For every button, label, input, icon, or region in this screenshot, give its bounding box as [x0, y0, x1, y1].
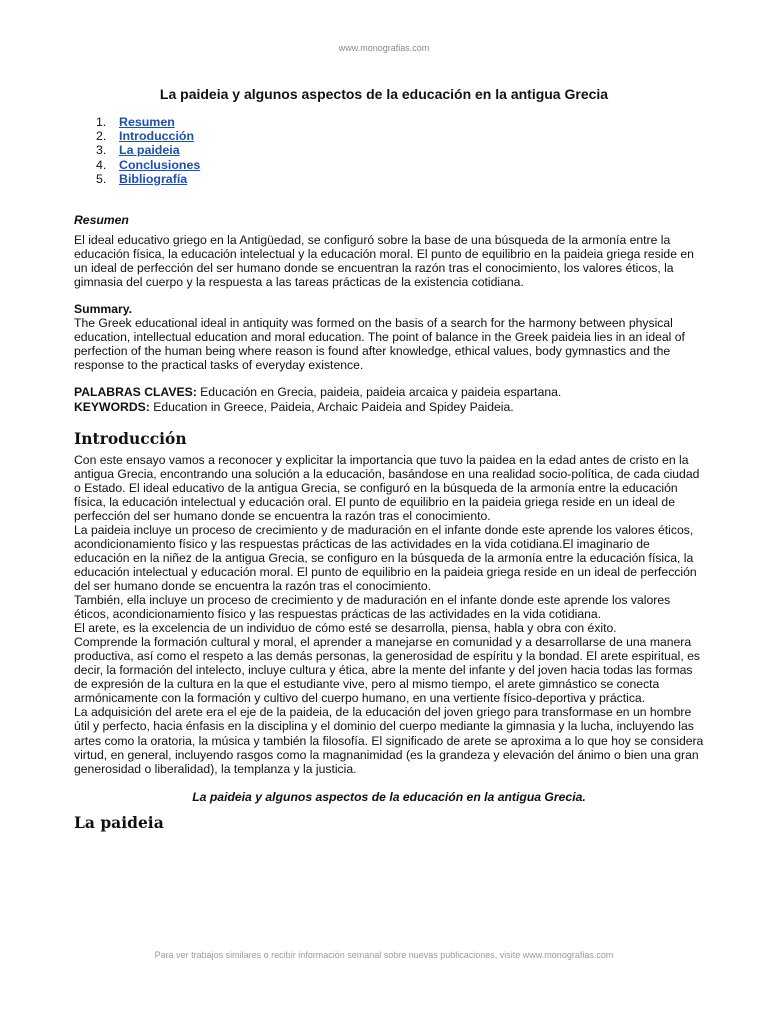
- toc-number: 3.: [96, 143, 107, 158]
- intro-paragraph: También, ella incluye un proceso de crecimiento y de maduración en el infante donde este aprende los valores éticos, acondicionamiento físico y las respuestas prácticas de las actividades en la vida cotidiana.: [74, 593, 671, 622]
- intro-paragraph: La adquisición del arete era el eje de la paideia, de la educación del joven griego para transformase en un hombre útil y perfecto, hacia énfasis en la disciplina y el dominio del cuerpo mediante la gimnasia y la lucha, incluyendo las artes como la oratoria, la música y también la filosofía. El significado de arete se aproxima a lo que hoy se considera virtud, en general, incluyendo rasgos como la magnanimidad (es la grandeza y elevación del ánimo o bien una gran generosidad o liberalidad), la templanza y la justicia.: [74, 705, 704, 776]
- toc-link-introduccion[interactable]: Introducción: [119, 129, 195, 144]
- toc-link-la-paideia[interactable]: La paideia: [119, 143, 180, 158]
- table-of-contents: [96, 115, 200, 186]
- introduccion-heading: Introducción: [74, 428, 187, 448]
- intro-paragraph: Comprende la formación cultural y moral, el aprender a manejarse en comunidad y a desarrollarse de una manera productiva, así como el respeto a las demás personas, la generosidad de espíritu y la bondad. El arete espiritual, es decir, la formación del intelecto, incluye cultura y ética, abre la mente del infante y del joven hacia todas las formas de expresión de la cultura en la que el estudiante vive, pero al mismo tiempo, el arete gimnástico se conecta armónicamente con la formación y cultivo del cuerpo humano, en una vertiente físico-deportiva y práctica.: [74, 635, 700, 706]
- toc-link-bibliografia[interactable]: Bibliografía: [119, 171, 188, 186]
- toc-item: [96, 115, 200, 129]
- summary-heading: Summary.: [74, 302, 133, 317]
- keywords-en-text: Education in Greece, Paideia, Archaic Paideia and Spidey Paideia.: [149, 399, 514, 414]
- keywords-es-label: PALABRAS CLAVES:: [74, 385, 197, 400]
- keywords-es-text: Educación en Grecia, paideia, paideia arcaica y paideia espartana.: [196, 385, 562, 400]
- resumen-heading: Resumen: [74, 213, 129, 227]
- toc-number: 1.: [96, 115, 107, 129]
- header-site-url: www.monografias.com: [338, 43, 430, 53]
- keywords-en-label: KEYWORDS:: [74, 399, 150, 414]
- intro-paragraph: Con este ensayo vamos a reconocer y explicitar la importancia que tuvo la paidea en la edad antes de cristo en la antigua Grecia, encontrando una solución a la educación, basándose en una realidad socio-política, de cada ciudad o Estado. El ideal educativo de la antigua Grecia, se configuró en la búsqueda de la armonía entre la educación física, la educación intelectual y educación oral. El punto de equilibrio en la paideia griega reside en un ideal de perfección del ser humano donde se encuentra la razón tras el conocimiento.: [74, 452, 700, 523]
- keywords-en: [74, 400, 704, 414]
- intro-paragraph: El arete, es la excelencia de un individuo de cómo esté se desarrolla, piensa, habla y obra con éxito.: [74, 621, 617, 636]
- toc-number: 2.: [96, 129, 107, 144]
- section-caption: La paideia y algunos aspectos de la educación en la antigua Grecia.: [192, 789, 586, 804]
- document-title: La paideia y algunos aspectos de la educación en la antigua Grecia: [159, 86, 609, 102]
- toc-link-conclusiones[interactable]: Conclusiones: [119, 157, 201, 172]
- keywords-es: [74, 385, 704, 399]
- resumen-text: El ideal educativo griego en la Antigüedad, se configuró sobre la base de una búsqueda de la armonía entre la educación física, la educación intelectual y la educación moral. El punto de equilibrio en la paideia griega reside en un ideal de perfección del ser humano donde se encuentran la razón tras el conocimiento, los valores éticos, la gimnasia del cuerpo y la respuesta a las tareas prácticas de la existencia cotidiana.: [74, 233, 694, 290]
- intro-paragraph: La paideia incluye un proceso de crecimiento y de maduración en el infante donde este aprende los valores éticos, acondicionamiento físico y las respuestas prácticas de las actividades en la vida cotidiana.El imaginario de educación en la niñez de la antigua Grecia, se configuro en la búsqueda de la armonía entre la educación física, la educación intelectual y educación moral. El punto de equilibrio en la paideia griega reside en un ideal de perfección del ser humano donde se encuentra la razón tras el conocimiento.: [74, 522, 697, 593]
- footer-note: Para ver trabajos similares o recibir información semanal sobre nuevas publicaciones, visite www.monografias.com: [154, 950, 614, 960]
- toc-number: 5.: [96, 171, 107, 186]
- toc-item: [96, 129, 200, 143]
- document-body: [74, 213, 704, 833]
- summary-text: The Greek educational ideal in antiquity was formed on the basis of a search for the harmony between physical education, intellectual education and moral education. The point of balance in the Greek paideia lies in an ideal of perfection of the human being where reason is found after knowledge, ethical values, body gymnastics and the response to the practical tasks of everyday existence.: [74, 316, 685, 373]
- toc-number: 4.: [96, 157, 107, 172]
- toc-item: [96, 158, 200, 172]
- toc-item: [96, 143, 200, 157]
- la-paideia-heading: La paideia: [74, 812, 164, 832]
- toc-link-resumen[interactable]: Resumen: [119, 115, 175, 129]
- toc-item: [96, 172, 200, 186]
